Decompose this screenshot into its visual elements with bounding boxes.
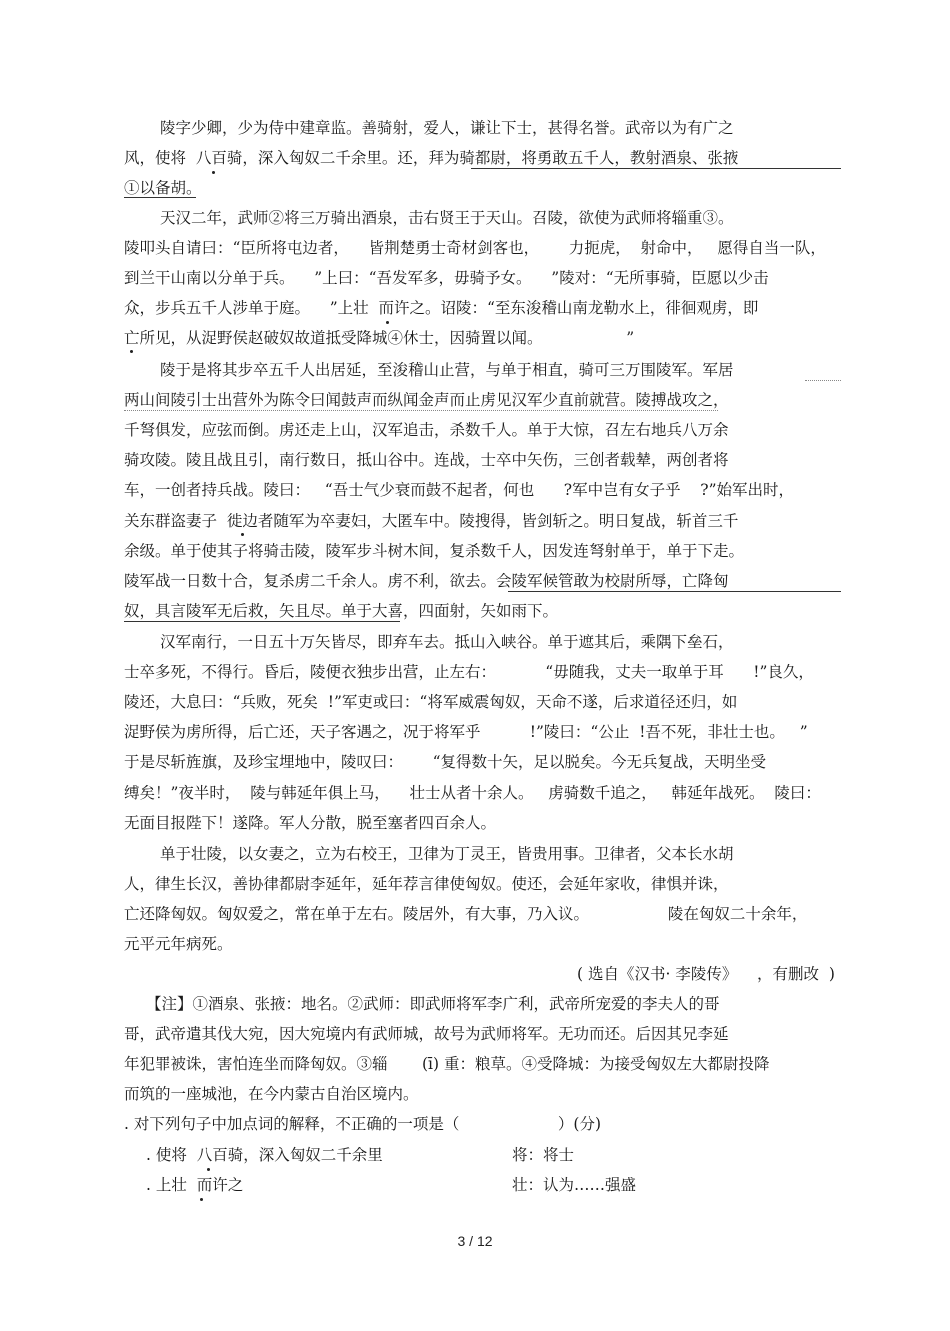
option-a-gloss: 将：将士 [512, 1146, 575, 1164]
note-line: 而筑的一座城池，在今内蒙古自治区境内。 [124, 1085, 419, 1103]
option-b-sentence: . 上壮 而许之 [146, 1176, 244, 1194]
passage-line: 风，使将 八百骑，深入匈奴二千余里。还，拜为骑都尉，将勇敢五千人，教射酒泉、张掖 [124, 149, 739, 167]
passage-line: 奴，具言陵军无后救，矢且尽。单于大喜，四面射，矢如雨下。 [124, 602, 559, 620]
note-line: 年犯罪被诛，害怕连坐而降匈奴。③辎 (ī) 重：粮草。④受降城：为接受匈奴左大都尉投降 [124, 1055, 770, 1073]
page-number: 3 / 12 [457, 1233, 493, 1249]
question-stem: . 对下列句子中加点词的解释，不正确的一项是（ ）(分) [124, 1115, 601, 1133]
wavy-underline-mark [805, 380, 841, 381]
passage-line: 天汉二年，武师②将三万骑出酒泉，击右贤王于天山。召陵，欲使为武师将辎重③。 [160, 209, 734, 227]
passage-line: 元平元年病死。 [124, 935, 233, 953]
passage-line: 缚矣！”夜半时， 陵与韩延年俱上马， 壮士从者十余人。 虏骑数千追之， 韩延年战死。 陵曰： [124, 784, 821, 802]
passage-line: ①以备胡。 [124, 179, 202, 197]
emphasis-dot [241, 533, 244, 536]
passage-line: 人，律生长汉，善协律都尉李延年，延年荐言律使匈奴。使还，会延年家收，律惧并诛， [124, 875, 729, 893]
source-citation: ( 选自《汉书· 李陵传》 ，有删改 ) [577, 965, 835, 983]
note-line: 哥，武帝遣其伐大宛，因大宛境内有武师城，故号为武师将军。无功而还。后因其兄李延 [124, 1025, 729, 1043]
passage-line: 于是尽斩旌旗，及珍宝埋地中，陵叹曰： “复得数十矢，足以脱矣。今无兵复战，天明坐受 [124, 753, 766, 771]
passage-line: 单于壮陵，以女妻之，立为右校王，卫律为丁灵王，皆贵用事。卫律者，父本长水胡 [160, 845, 734, 863]
passage-line: 众，步兵五千人涉单于庭。 ”上壮 而许之。诏陵：“至东浚稽山南龙勒水上，徘徊观虏，即 [124, 299, 759, 317]
passage-line: 士卒多死，不得行。昏后，陵便衣独步出营，止左右： “毋随我，丈夫一取单于耳 !”良久， [124, 663, 814, 681]
passage-line: 陵叩头自请曰：“臣所将屯边者， 皆荆楚勇士奇材剑客也， 力扼虎， 射命中， 愿得自当一队， [124, 239, 826, 257]
underline-mark [471, 168, 841, 169]
passage-line: 千弩俱发，应弦而倒。虏还走上山，汉军追击，杀数千人。单于大惊，召左右地兵八万余 [124, 421, 729, 439]
emphasis-dot [200, 1198, 203, 1201]
passage-line: 陵还，大息曰：“兵败，死矣 !”军吏或曰：“将军威震匈奴，天命不遂，后求道径还归，如 [124, 693, 738, 711]
note-line: 【注】①酒泉、张掖：地名。②武师：即武师将军李广利，武帝所宠爱的李夫人的哥 [146, 995, 720, 1013]
passage-line: 无面目报陛下！遂降。军人分散，脱至塞者四百余人。 [124, 814, 497, 832]
passage-line: 亡还降匈奴。匈奴爱之，常在单于左右。陵居外，有大事，乃入议。 陵在匈奴二十余年， [124, 905, 808, 923]
passage-line: 陵军战一日数十合，复杀虏二千余人。虏不利，欲去。会陵军候管敢为校尉所辱，亡降匈 [124, 572, 729, 590]
option-b-gloss: 壮：认为……强盛 [512, 1176, 637, 1194]
passage-line: 浞野侯为虏所得，后亡还，天子客遇之，况于将军乎 !”陵曰：“公止 !吾不死，非壮士也。 ” [124, 723, 808, 741]
emphasis-dot [130, 350, 133, 353]
passage-line: 陵于是将其步卒五千人出居延，至浚稽山止营，与单于相直，骑可三万围陵军。军居 [160, 361, 734, 379]
emphasis-dot [212, 171, 215, 174]
passage-line: 车，一创者持兵战。陵曰： “吾士气少衰而鼓不起者，何也 ?军中岂有女子乎 ?”始军出时， [124, 481, 795, 499]
option-a-sentence: . 使将 八百骑，深入匈奴二千余里 [146, 1146, 383, 1164]
underline-mark [124, 621, 400, 622]
emphasis-dot [207, 1168, 210, 1171]
underline-mark [508, 591, 841, 592]
passage-line: 两山间陵引士出营外为陈令曰闻鼓声而纵闻金声而止虏见汉军少直前就营。陵搏战攻之， [124, 391, 729, 409]
passage-line: 陵字少卿，少为侍中建章监。善骑射，爱人，谦让下士，甚得名誉。武帝以为有广之 [160, 119, 734, 137]
passage-line: 骑攻陵。陵且战且引，南行数日，抵山谷中。连战，士卒中矢伤，三创者载辇，两创者将 [124, 451, 729, 469]
emphasis-dot [386, 321, 389, 324]
passage-line: 余级。单于使其子将骑击陵，陵军步斗树木间，复杀数千人，因发连弩射单于，单于下走。 [124, 542, 745, 560]
passage-line: 汉军南行，一日五十万矢皆尽，即弃车去。抵山入峡谷。单于遮其后，乘隅下垒石， [160, 633, 734, 651]
passage-line: 亡所见，从浞野侯赵破奴故道抵受降城④休士，因骑置以闻。 ” [124, 329, 635, 347]
passage-line: 关东群盗妻子 徙边者随军为卒妻妇，大匿车中。陵搜得，皆剑斩之。明日复战，斩首三千 [124, 512, 739, 530]
passage-line: 到兰干山南以分单于兵。 ”上曰：“吾发军多，毋骑予女。 ”陵对：“无所事骑，臣愿以少击 [124, 269, 769, 287]
underline-mark [124, 197, 196, 198]
wavy-underline-mark [124, 410, 718, 411]
